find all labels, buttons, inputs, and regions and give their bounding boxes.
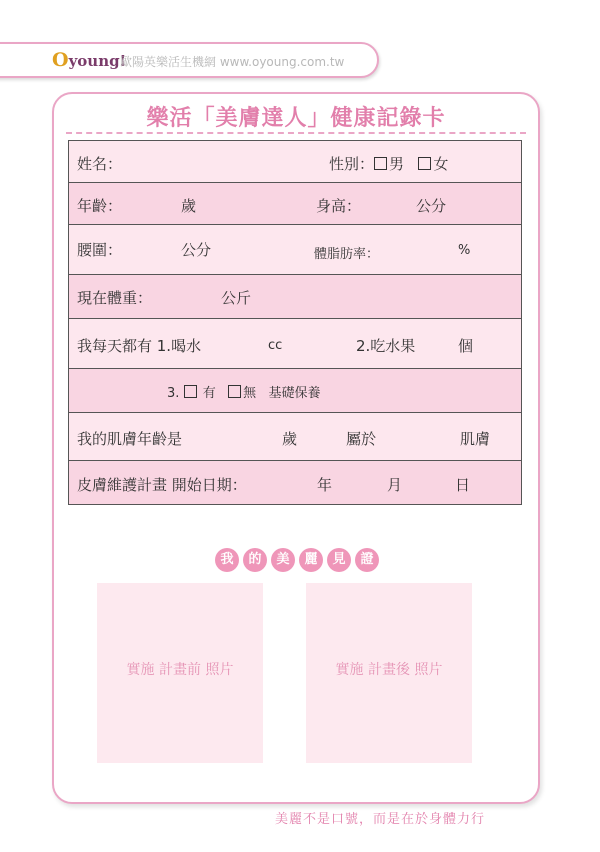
after-photo-label: 實施 計畫後 照片 xyxy=(335,662,443,678)
proof-char: 證 xyxy=(355,548,379,572)
belongs-label: 屬於 xyxy=(346,430,377,448)
weight-unit: 公斤 xyxy=(221,289,252,307)
row-daily-habits xyxy=(69,318,521,368)
water-unit: cc xyxy=(268,338,283,353)
skincare-field: 3. 有 無 基礎保養 xyxy=(167,386,321,401)
daily-water-label: 我每天都有 1.喝水 xyxy=(77,337,202,355)
gender-field: 性別： 男 女 xyxy=(329,155,449,173)
row-weight xyxy=(69,274,521,318)
before-photo-box[interactable] xyxy=(97,583,263,763)
female-checkbox[interactable] xyxy=(418,157,431,170)
proof-char: 麗 xyxy=(299,548,323,572)
proof-char: 美 xyxy=(271,548,295,572)
skin-type-label: 肌膚 xyxy=(460,430,491,448)
fruit-label: 2.吃水果 xyxy=(356,337,416,355)
bodyfat-unit: % xyxy=(458,243,471,258)
care-no-checkbox[interactable] xyxy=(228,385,241,398)
row-name-gender xyxy=(69,140,521,182)
proof-char: 我 xyxy=(215,548,239,572)
age-unit: 歲 xyxy=(181,197,197,215)
waist-label: 腰圍： xyxy=(77,241,123,259)
day-unit: 日 xyxy=(455,476,471,494)
fruit-unit: 個 xyxy=(458,337,474,355)
plan-start-label: 皮膚維護計畫 開始日期： xyxy=(77,476,247,494)
beauty-proof-heading xyxy=(215,548,383,576)
weight-label: 現在體重： xyxy=(77,289,153,307)
site-name-url: 歐陽英樂活生機網 www.oyoung.com.tw xyxy=(120,55,345,69)
male-checkbox[interactable] xyxy=(374,157,387,170)
oyoung-logo[interactable]: Oyoung! xyxy=(52,49,127,71)
site-header xyxy=(0,42,379,78)
row-age-height xyxy=(69,182,521,224)
skin-age-label: 我的肌膚年齡是 xyxy=(77,430,183,448)
row-waist-bodyfat xyxy=(69,224,521,274)
care-yes-checkbox[interactable] xyxy=(184,385,197,398)
year-unit: 年 xyxy=(317,476,333,494)
name-label: 姓名： xyxy=(77,155,123,173)
height-label: 身高： xyxy=(316,197,362,215)
before-photo-label: 實施 計畫前 照片 xyxy=(126,662,234,678)
height-unit: 公分 xyxy=(416,197,447,215)
age-label: 年齡： xyxy=(77,197,123,215)
waist-unit: 公分 xyxy=(181,241,212,259)
slogan: 美麗不是口號，而是在於身體力行 xyxy=(275,812,486,827)
record-form xyxy=(68,140,522,505)
proof-char: 見 xyxy=(327,548,351,572)
row-skincare xyxy=(69,368,521,412)
row-plan-date xyxy=(69,460,521,504)
card-title: 樂活「美膚達人」健康記錄卡 xyxy=(146,105,446,131)
proof-char: 的 xyxy=(243,548,267,572)
bodyfat-label: 體脂肪率： xyxy=(314,247,380,262)
row-skin-age xyxy=(69,412,521,460)
after-photo-box[interactable] xyxy=(306,583,472,763)
month-unit: 月 xyxy=(387,476,403,494)
skin-age-unit: 歲 xyxy=(282,430,298,448)
title-divider xyxy=(66,132,526,134)
